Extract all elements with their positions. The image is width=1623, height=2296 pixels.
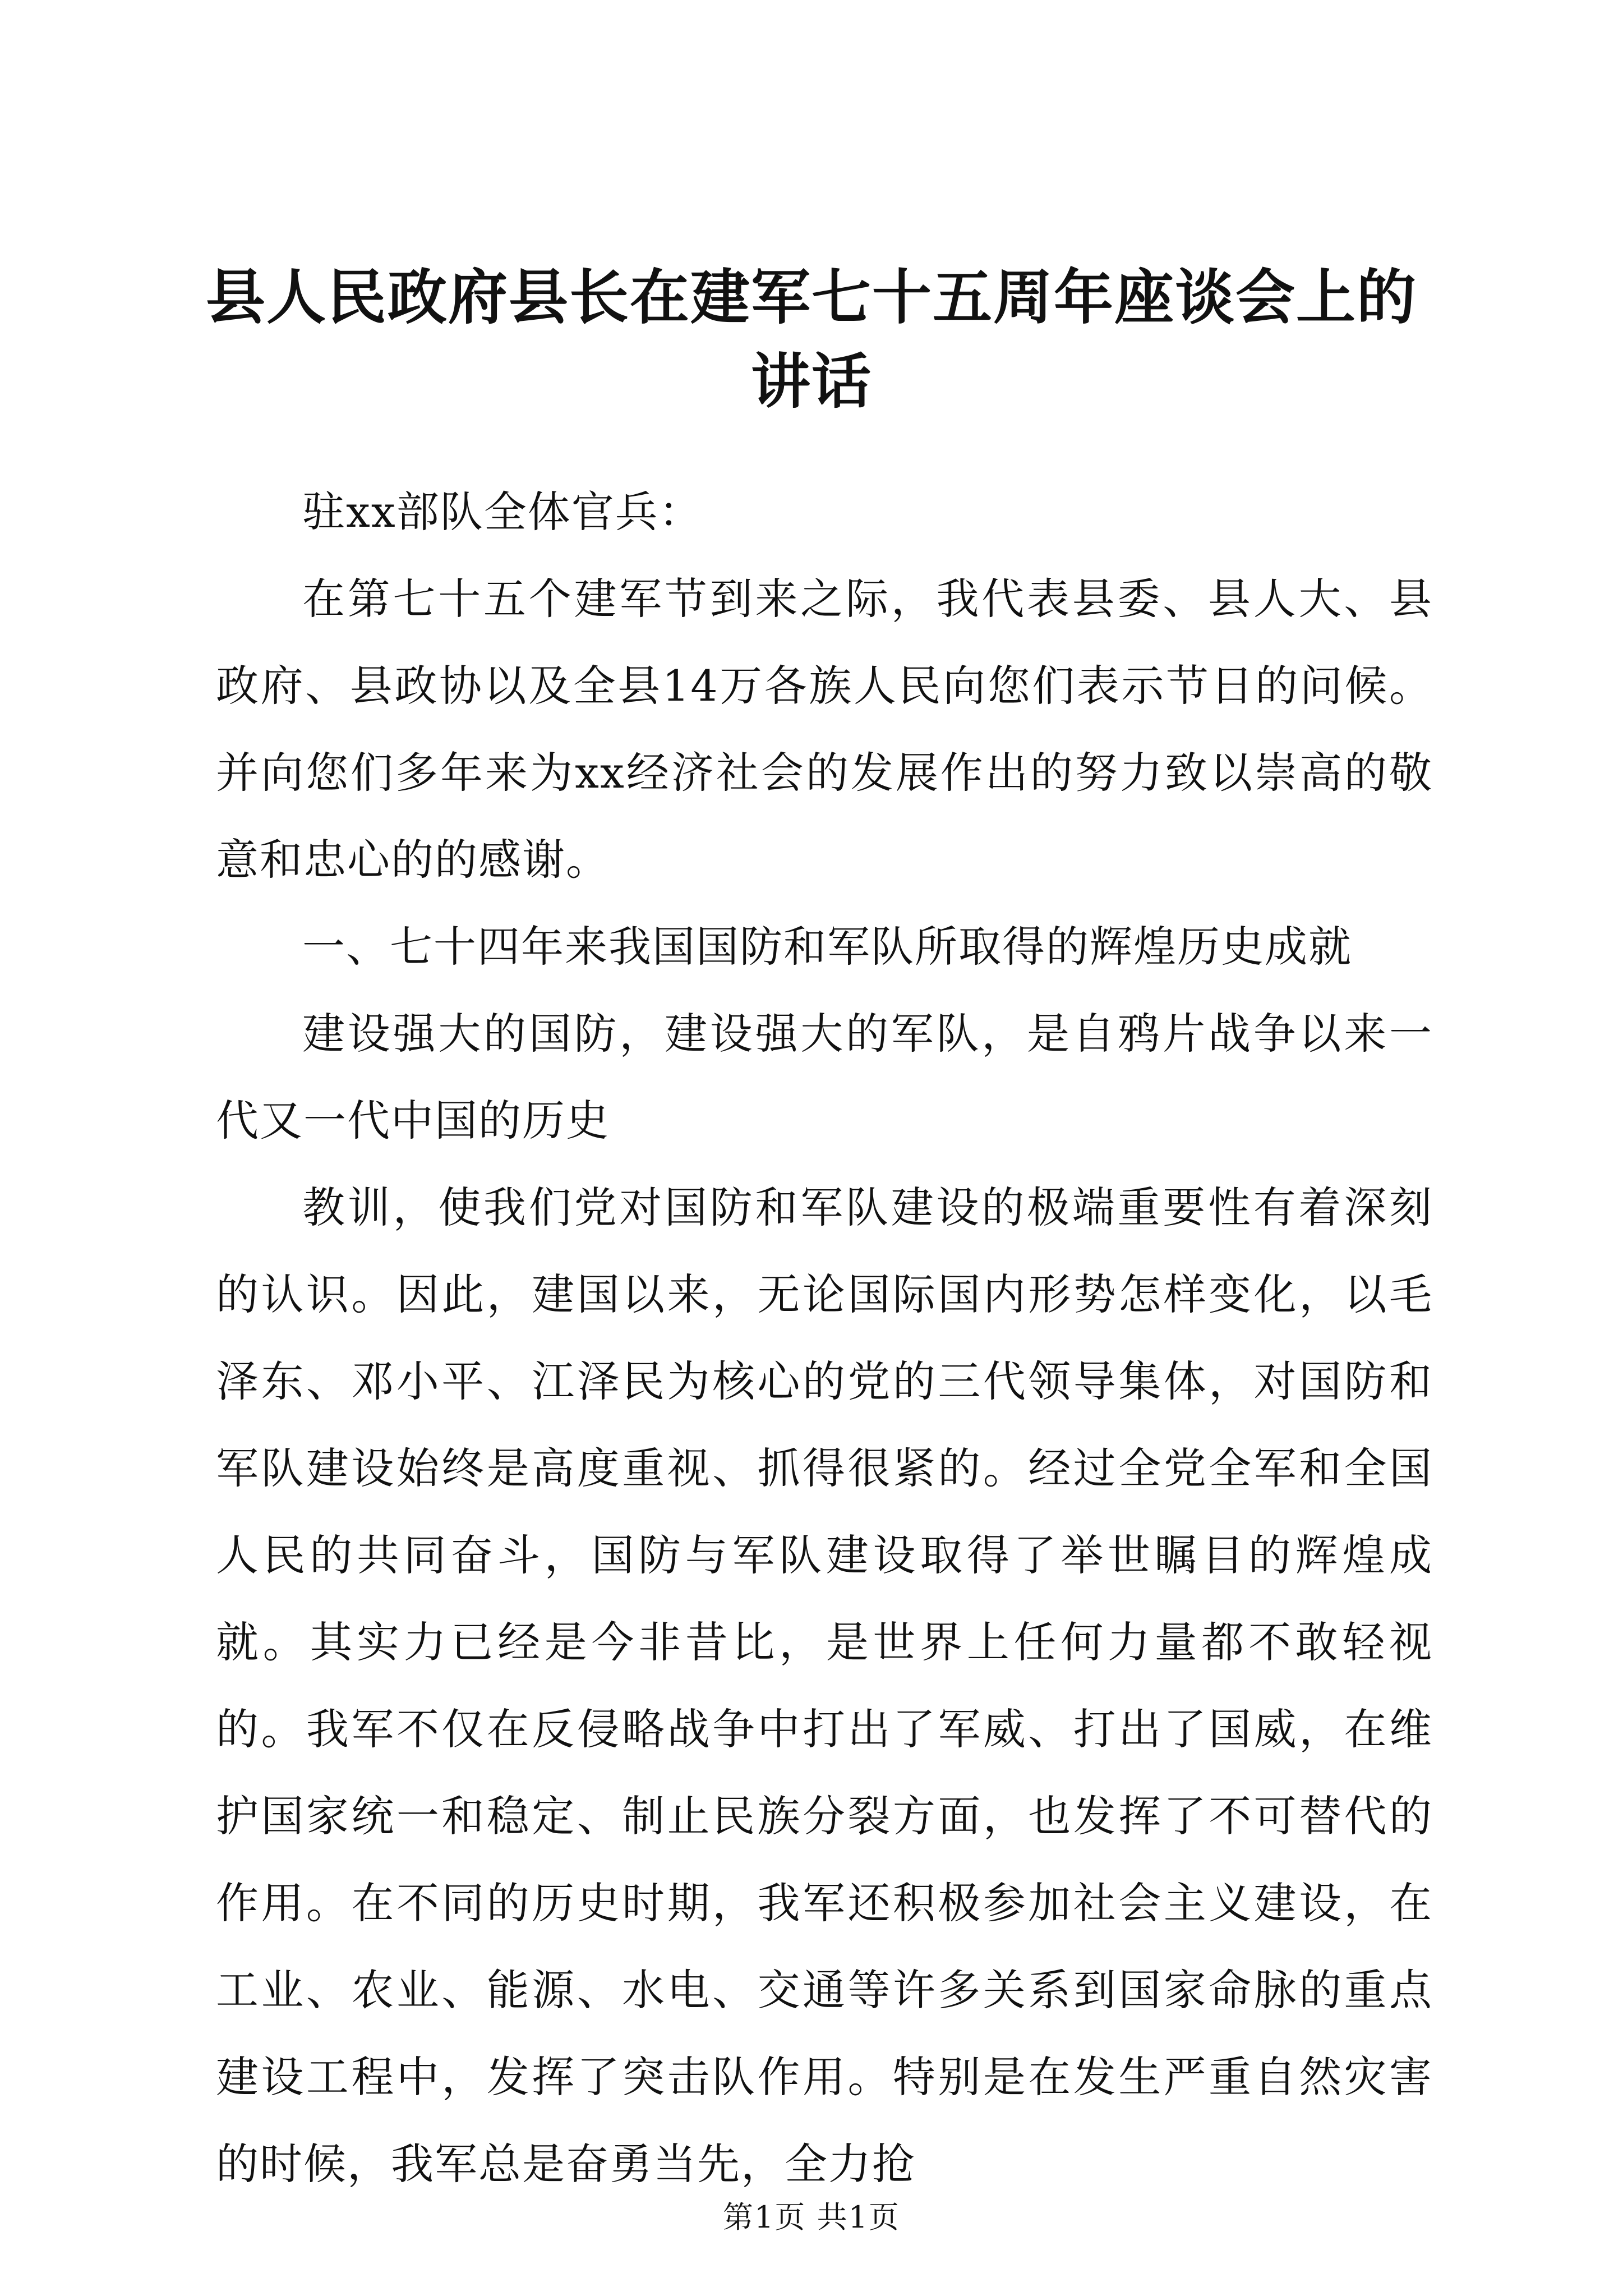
title-line-1: 县人民政府县长在建军七十五周年座谈会上的 (206, 262, 1417, 332)
body-paragraph: 建设强大的国防，建设强大的军队，是自鸦片战争以来一代又一代中国的历史 (216, 1009, 1433, 1145)
page-footer: 第1页 共1页 (723, 2200, 900, 2235)
title-line-2: 讲话 (751, 346, 872, 416)
section-heading: 一、七十四年来我国国防和军队所取得的辉煌历史成就 (302, 922, 1352, 972)
document-body (216, 468, 1433, 2207)
salutation-paragraph: 驻xx部队全体官兵： (302, 487, 703, 537)
body-paragraph: 教训，使我们党对国防和军队建设的极端重要性有着深刻的认识。因此，建国以来，无论国际国内形势怎样变化，以毛泽东、邓小平、江泽民为核心的党的三代领导集体，对国防和军队建设始终是高度重视、抓得很紧的。经过全党全军和全国人民的共同奋斗，国防与军队建设取得了举世瞩目的辉煌成就。其实力已经是今非昔比，是世界上任何力量都不敢轻视的。我军不仅在反侵略战争中打出了军威、打出了国威，在维护国家统一和稳定、制止民族分裂方面，也发挥了不可替代的作用。在不同的历史时期，我军还积极参加社会主义建设，在工业、农业、能源、水电、交通等许多关系到国家命脉的重点建设工程中，发挥了突击队作用。特别是在发生严重自然灾害的时候，我军总是奋勇当先，全力抢 (216, 1182, 1433, 2189)
document-title (168, 255, 1455, 424)
body-paragraph: 在第七十五个建军节到来之际，我代表县委、县人大、县政府、县政协以及全县14万各族人民向您们表示节日的问候。并向您们多年来为xx经济社会的发展作出的努力致以崇高的敬意和忠心的的感谢。 (216, 574, 1433, 885)
